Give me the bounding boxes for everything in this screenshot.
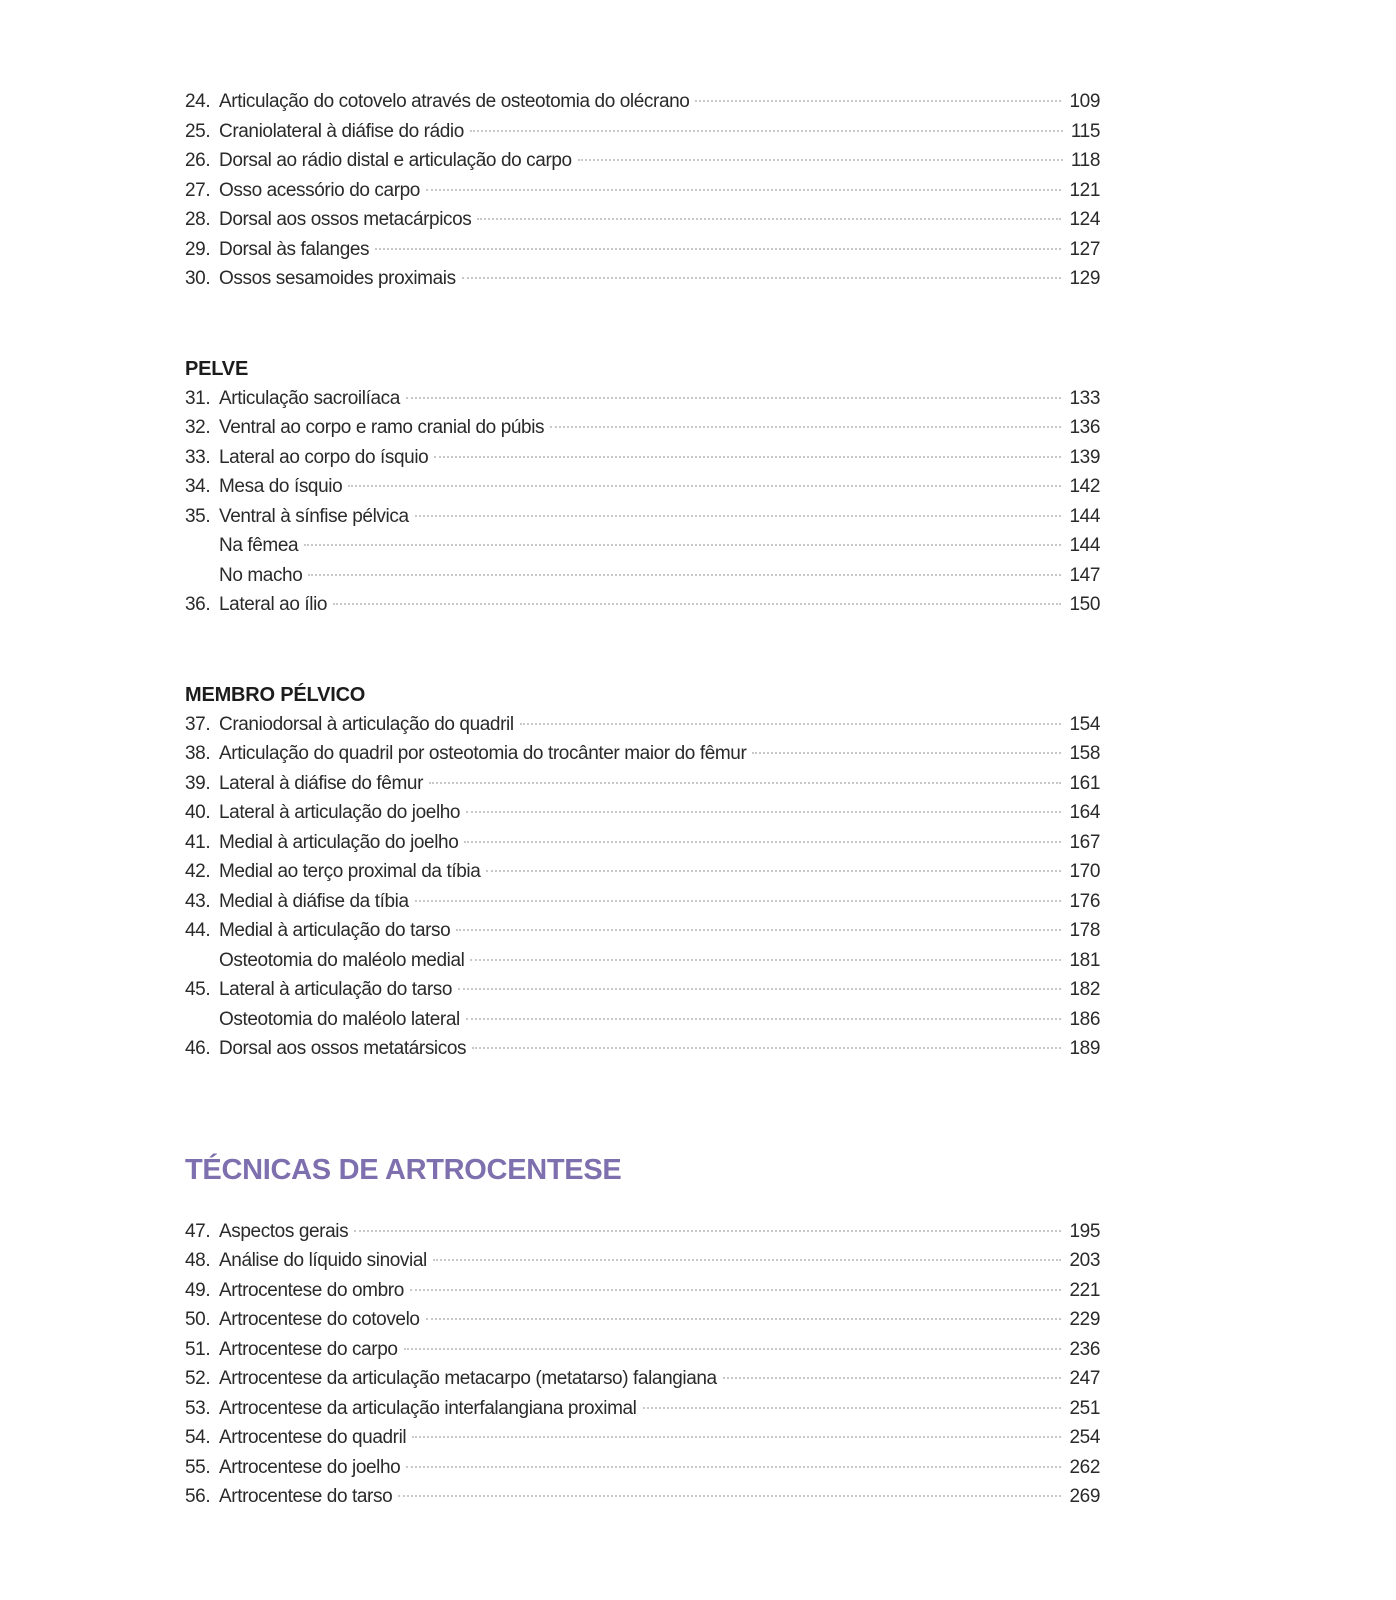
- entry-number: 44.: [185, 920, 211, 941]
- dot-leader: [333, 603, 1061, 605]
- entry-page-number: 150: [1069, 594, 1100, 615]
- entry-page-number: 167: [1069, 831, 1100, 853]
- part-heading-artrocentese: TÉCNICAS DE ARTROCENTESE: [185, 1153, 622, 1186]
- toc-entry: [185, 857, 1100, 887]
- toc-entry: [185, 828, 1100, 858]
- entry-page-number: 182: [1069, 979, 1100, 1000]
- entry-title: Medial à articulação do tarso: [219, 920, 451, 941]
- dot-leader: [752, 752, 1061, 754]
- entry-page-number: 221: [1069, 1279, 1100, 1301]
- entry-title: Osso acessório do carpo: [219, 179, 420, 201]
- entry-page-number: 161: [1069, 772, 1100, 794]
- toc-entry: [185, 887, 1100, 917]
- dot-leader: [415, 515, 1062, 517]
- entry-title: Osteotomia do maléolo lateral: [219, 1008, 460, 1030]
- toc-entry: [185, 1276, 1100, 1306]
- dot-leader: [434, 456, 1061, 458]
- dot-leader: [578, 159, 1063, 161]
- toc-entry: [185, 443, 1100, 473]
- toc-entry: [185, 531, 1100, 561]
- dot-leader: [466, 811, 1061, 813]
- entry-title: Lateral à articulação do tarso: [219, 979, 453, 1000]
- entry-title: Lateral à diáfise do fêmur: [219, 772, 423, 794]
- entry-number: 29.: [185, 238, 211, 260]
- entry-title: Craniodorsal à articulação do quadril: [219, 713, 514, 735]
- entry-title: Articulação do cotovelo através de osteotomia do olécrano: [219, 91, 690, 112]
- toc-entry: [185, 946, 1100, 976]
- section-heading-membro-pelvico: MEMBRO PÉLVICO: [185, 683, 366, 706]
- entry-page-number: 136: [1069, 417, 1100, 438]
- entry-page-number: 170: [1069, 861, 1100, 882]
- entry-number: 25.: [185, 120, 211, 142]
- toc-entry: [185, 1217, 1100, 1247]
- entry-page-number: 229: [1069, 1309, 1100, 1330]
- entry-title: Dorsal às falanges: [219, 238, 370, 260]
- entry-page-number: 139: [1069, 446, 1100, 468]
- dot-leader: [643, 1407, 1062, 1409]
- entry-number: 40.: [185, 802, 211, 823]
- entry-page-number: 164: [1069, 802, 1100, 823]
- entry-title: Ventral ao corpo e ramo cranial do púbis: [219, 417, 545, 438]
- toc-entry: [185, 798, 1100, 828]
- entry-page-number: 118: [1070, 150, 1100, 171]
- entry-title: Lateral ao corpo do ísquio: [219, 446, 429, 468]
- toc-entry: [185, 769, 1100, 799]
- toc-group-artrocentese: [185, 1217, 1100, 1512]
- entry-page-number: 236: [1069, 1338, 1100, 1360]
- entry-page-number: 144: [1069, 535, 1100, 556]
- dot-leader: [458, 988, 1061, 990]
- toc-entry: [185, 472, 1100, 502]
- entry-title: Artrocentese do ombro: [219, 1279, 404, 1301]
- entry-title: Análise do líquido sinovial: [219, 1250, 427, 1271]
- entry-number: 27.: [185, 179, 211, 201]
- entry-page-number: 129: [1069, 268, 1100, 289]
- entry-page-number: 254: [1069, 1427, 1100, 1448]
- entry-title: Articulação do quadril por osteotomia do trocânter maior do fêmur: [219, 743, 747, 764]
- section-heading-pelve: PELVE: [185, 357, 249, 380]
- toc-group-membro-pelvico: [185, 710, 1100, 1064]
- entry-page-number: 176: [1069, 890, 1100, 912]
- dot-leader: [410, 1289, 1062, 1291]
- entry-number: 45.: [185, 979, 211, 1000]
- entry-number: 32.: [185, 417, 211, 438]
- toc-group-membro-toracico: [185, 87, 1100, 294]
- dot-leader: [375, 248, 1061, 250]
- entry-page-number: 195: [1069, 1220, 1100, 1242]
- toc-entry: [185, 117, 1100, 147]
- entry-title: No macho: [219, 564, 303, 586]
- toc-entry: [185, 1246, 1100, 1276]
- toc-entry: [185, 146, 1100, 176]
- entry-number: 50.: [185, 1309, 211, 1330]
- entry-number: 56.: [185, 1486, 211, 1507]
- entry-title: Dorsal aos ossos metacárpicos: [219, 209, 472, 230]
- dot-leader: [695, 100, 1061, 102]
- toc-entry: [185, 264, 1100, 294]
- entry-number: 35.: [185, 505, 211, 527]
- entry-page-number: 147: [1069, 564, 1100, 586]
- entry-title: Aspectos gerais: [219, 1220, 349, 1242]
- dot-leader: [470, 130, 1063, 132]
- entry-page-number: 142: [1069, 476, 1100, 497]
- dot-leader: [406, 397, 1062, 399]
- entry-page-number: 247: [1069, 1368, 1100, 1389]
- entry-page-number: 154: [1069, 713, 1100, 735]
- entry-number: 43.: [185, 890, 211, 912]
- entry-title: Artrocentese do joelho: [219, 1456, 401, 1478]
- entry-title: Osteotomia do maléolo medial: [219, 949, 465, 971]
- dot-leader: [472, 1047, 1061, 1049]
- toc-entry: [185, 1453, 1100, 1483]
- dot-leader: [398, 1495, 1061, 1497]
- entry-number: 34.: [185, 476, 211, 497]
- toc-entry: [185, 176, 1100, 206]
- toc-entry: [185, 1305, 1100, 1335]
- entry-number: 52.: [185, 1368, 211, 1389]
- toc-entry: [185, 975, 1100, 1005]
- entry-number: 37.: [185, 713, 211, 735]
- entry-page-number: 133: [1069, 387, 1100, 409]
- entry-number: 53.: [185, 1397, 211, 1419]
- entry-title: Artrocentese do cotovelo: [219, 1309, 420, 1330]
- entry-title: Mesa do ísquio: [219, 476, 343, 497]
- dot-leader: [354, 1230, 1061, 1232]
- entry-page-number: 124: [1069, 209, 1100, 230]
- dot-leader: [464, 841, 1061, 843]
- entry-title: Medial à articulação do joelho: [219, 831, 459, 853]
- dot-leader: [426, 189, 1062, 191]
- dot-leader: [466, 1018, 1062, 1020]
- entry-title: Ossos sesamoides proximais: [219, 268, 456, 289]
- entry-page-number: 121: [1069, 179, 1100, 201]
- dot-leader: [308, 574, 1061, 576]
- toc-entry: [185, 384, 1100, 414]
- entry-title: Ventral à sínfise pélvica: [219, 505, 409, 527]
- entry-number: 51.: [185, 1338, 211, 1360]
- entry-page-number: 262: [1069, 1456, 1100, 1478]
- dot-leader: [406, 1466, 1061, 1468]
- toc-entry: [185, 561, 1100, 591]
- entry-title: Craniolateral à diáfise do rádio: [219, 120, 464, 142]
- dot-leader: [477, 218, 1061, 220]
- entry-page-number: 109: [1069, 91, 1100, 112]
- dot-leader: [723, 1377, 1062, 1379]
- entry-number: 39.: [185, 772, 211, 794]
- dot-leader: [404, 1348, 1062, 1350]
- toc-entry: [185, 502, 1100, 532]
- entry-page-number: 186: [1069, 1008, 1100, 1030]
- entry-number: 36.: [185, 594, 211, 615]
- dot-leader: [426, 1318, 1062, 1320]
- entry-page-number: 203: [1069, 1250, 1100, 1271]
- entry-number: 55.: [185, 1456, 211, 1478]
- dot-leader: [304, 544, 1061, 546]
- toc-entry: [185, 205, 1100, 235]
- toc-group-pelve: [185, 384, 1100, 620]
- entry-page-number: 189: [1069, 1038, 1100, 1059]
- dot-leader: [470, 959, 1061, 961]
- entry-number: 41.: [185, 831, 211, 853]
- entry-title: Dorsal ao rádio distal e articulação do carpo: [219, 150, 572, 171]
- entry-title: Dorsal aos ossos metatársicos: [219, 1038, 467, 1059]
- toc-entry: [185, 1364, 1100, 1394]
- dot-leader: [412, 1436, 1061, 1438]
- dot-leader: [348, 485, 1061, 487]
- entry-number: 42.: [185, 861, 211, 882]
- toc-entry: [185, 710, 1100, 740]
- entry-title: Artrocentese do carpo: [219, 1338, 398, 1360]
- toc-entry: [185, 590, 1100, 620]
- entry-title: Medial ao terço proximal da tíbia: [219, 861, 481, 882]
- dot-leader: [520, 723, 1062, 725]
- entry-page-number: 158: [1069, 743, 1100, 764]
- entry-number: 30.: [185, 268, 211, 289]
- entry-page-number: 178: [1069, 920, 1100, 941]
- entry-number: 28.: [185, 209, 211, 230]
- entry-title: Artrocentese do tarso: [219, 1486, 393, 1507]
- entry-title: Medial à diáfise da tíbia: [219, 890, 409, 912]
- dot-leader: [550, 426, 1061, 428]
- entry-page-number: 181: [1069, 949, 1100, 971]
- entry-number: 49.: [185, 1279, 211, 1301]
- entry-number: 47.: [185, 1220, 211, 1242]
- dot-leader: [456, 929, 1061, 931]
- entry-number: 38.: [185, 743, 211, 764]
- entry-page-number: 144: [1069, 505, 1100, 527]
- entry-page-number: 251: [1069, 1397, 1100, 1419]
- entry-number: 31.: [185, 387, 211, 409]
- entry-page-number: 269: [1069, 1486, 1100, 1507]
- dot-leader: [486, 870, 1061, 872]
- entry-number: 33.: [185, 446, 211, 468]
- toc-entry: [185, 235, 1100, 265]
- entry-title: Lateral ao ílio: [219, 594, 328, 615]
- dot-leader: [415, 900, 1062, 902]
- entry-page-number: 115: [1070, 120, 1100, 142]
- toc-entry: [185, 1394, 1100, 1424]
- toc-entry: [185, 1005, 1100, 1035]
- dot-leader: [433, 1259, 1062, 1261]
- entry-title: Artrocentese da articulação interfalangiana proximal: [219, 1397, 637, 1419]
- entry-number: 48.: [185, 1250, 211, 1271]
- entry-title: Articulação sacroilíaca: [219, 387, 400, 409]
- toc-entry: [185, 413, 1100, 443]
- toc-entry: [185, 1335, 1100, 1365]
- table-of-contents: [185, 87, 1100, 1512]
- toc-entry: [185, 916, 1100, 946]
- entry-number: 24.: [185, 91, 211, 112]
- entry-title: Artrocentese da articulação metacarpo (metatarso) falangiana: [219, 1368, 717, 1389]
- entry-number: 26.: [185, 150, 211, 171]
- dot-leader: [462, 277, 1062, 279]
- entry-page-number: 127: [1069, 238, 1100, 260]
- toc-entry: [185, 1034, 1100, 1064]
- toc-entry: [185, 1482, 1100, 1512]
- dot-leader: [429, 782, 1061, 784]
- entry-title: Artrocentese do quadril: [219, 1427, 407, 1448]
- entry-number: 46.: [185, 1038, 211, 1059]
- toc-entry: [185, 1423, 1100, 1453]
- entry-title: Lateral à articulação do joelho: [219, 802, 461, 823]
- toc-entry: [185, 739, 1100, 769]
- toc-entry: [185, 87, 1100, 117]
- entry-number: 54.: [185, 1427, 211, 1448]
- entry-title: Na fêmea: [219, 535, 299, 556]
